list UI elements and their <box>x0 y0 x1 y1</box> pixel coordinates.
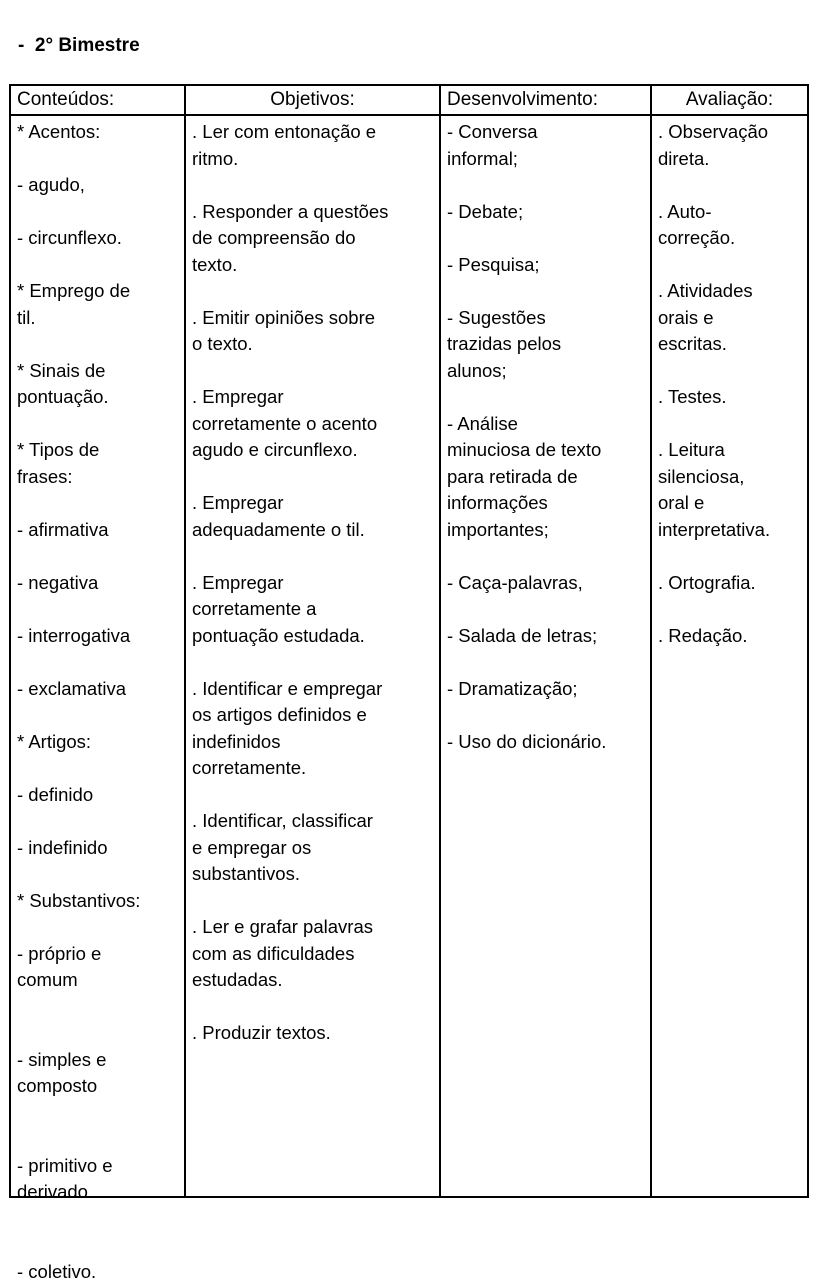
header-label: Conteúdos: <box>17 89 115 110</box>
header-cell-objetivos <box>186 86 441 114</box>
header-cell-avaliacao <box>652 86 807 114</box>
header-cell-desenvolvimento <box>441 86 652 114</box>
header-label: Objetivos: <box>270 89 355 110</box>
column-avaliacao <box>652 116 807 1196</box>
desenvolvimento-text: - Conversa informal; - Debate; - Pesquisa; - Sugestões trazidas pelos alunos; - Análise minuciosa de texto para retirada de informações importantes; - Caça-palavras, - Salada de letras; - Dramatização; - Uso do dicionário. <box>447 121 607 752</box>
header-label: Avaliação: <box>685 89 774 110</box>
lesson-plan-table <box>9 84 809 1282</box>
avaliacao-text: . Observação direta. . Auto- correção. . Atividades orais e escritas. . Testes. . Leitura silenciosa, oral e interpretativa. . Ortografia. . Redação. <box>658 121 771 646</box>
objetivos-text: . Ler com entonação e ritmo. . Responder a questões de compreensão do texto. . Emitir opiniões sobre o texto. . Empregar corretamente o acento agudo e circunflexo. . Empregar adequadamente o til. . Empregar corretamente a pontuação estudada. . Identificar e empregar os artigos definidos e indefinidos corretamente. . Identificar, classificar e empregar os substantivos. . Ler e grafar palavras com as dificuldades estudadas. . Produzir textos. <box>192 121 389 1043</box>
conteudos-text: * Acentos: - agudo, - circunflexo. * Emprego de til. * Sinais de pontuação. * Tipos de frases: - afirmativa - negativa - interrogativa - exclamativa * Artigos: - definido - indefinido * Substantivos: - próprio e comum - simples e composto - primitivo e derivado - coletivo. <box>17 121 141 1282</box>
table-header-row <box>11 86 807 116</box>
column-conteudos <box>11 116 186 1282</box>
header-cell-conteudos <box>11 86 186 114</box>
column-desenvolvimento <box>441 116 652 1196</box>
header-label: Desenvolvimento: <box>447 89 599 110</box>
column-objetivos <box>186 116 441 1196</box>
page-title: - 2° Bimestre <box>18 35 140 56</box>
table-body-row <box>11 116 807 1282</box>
